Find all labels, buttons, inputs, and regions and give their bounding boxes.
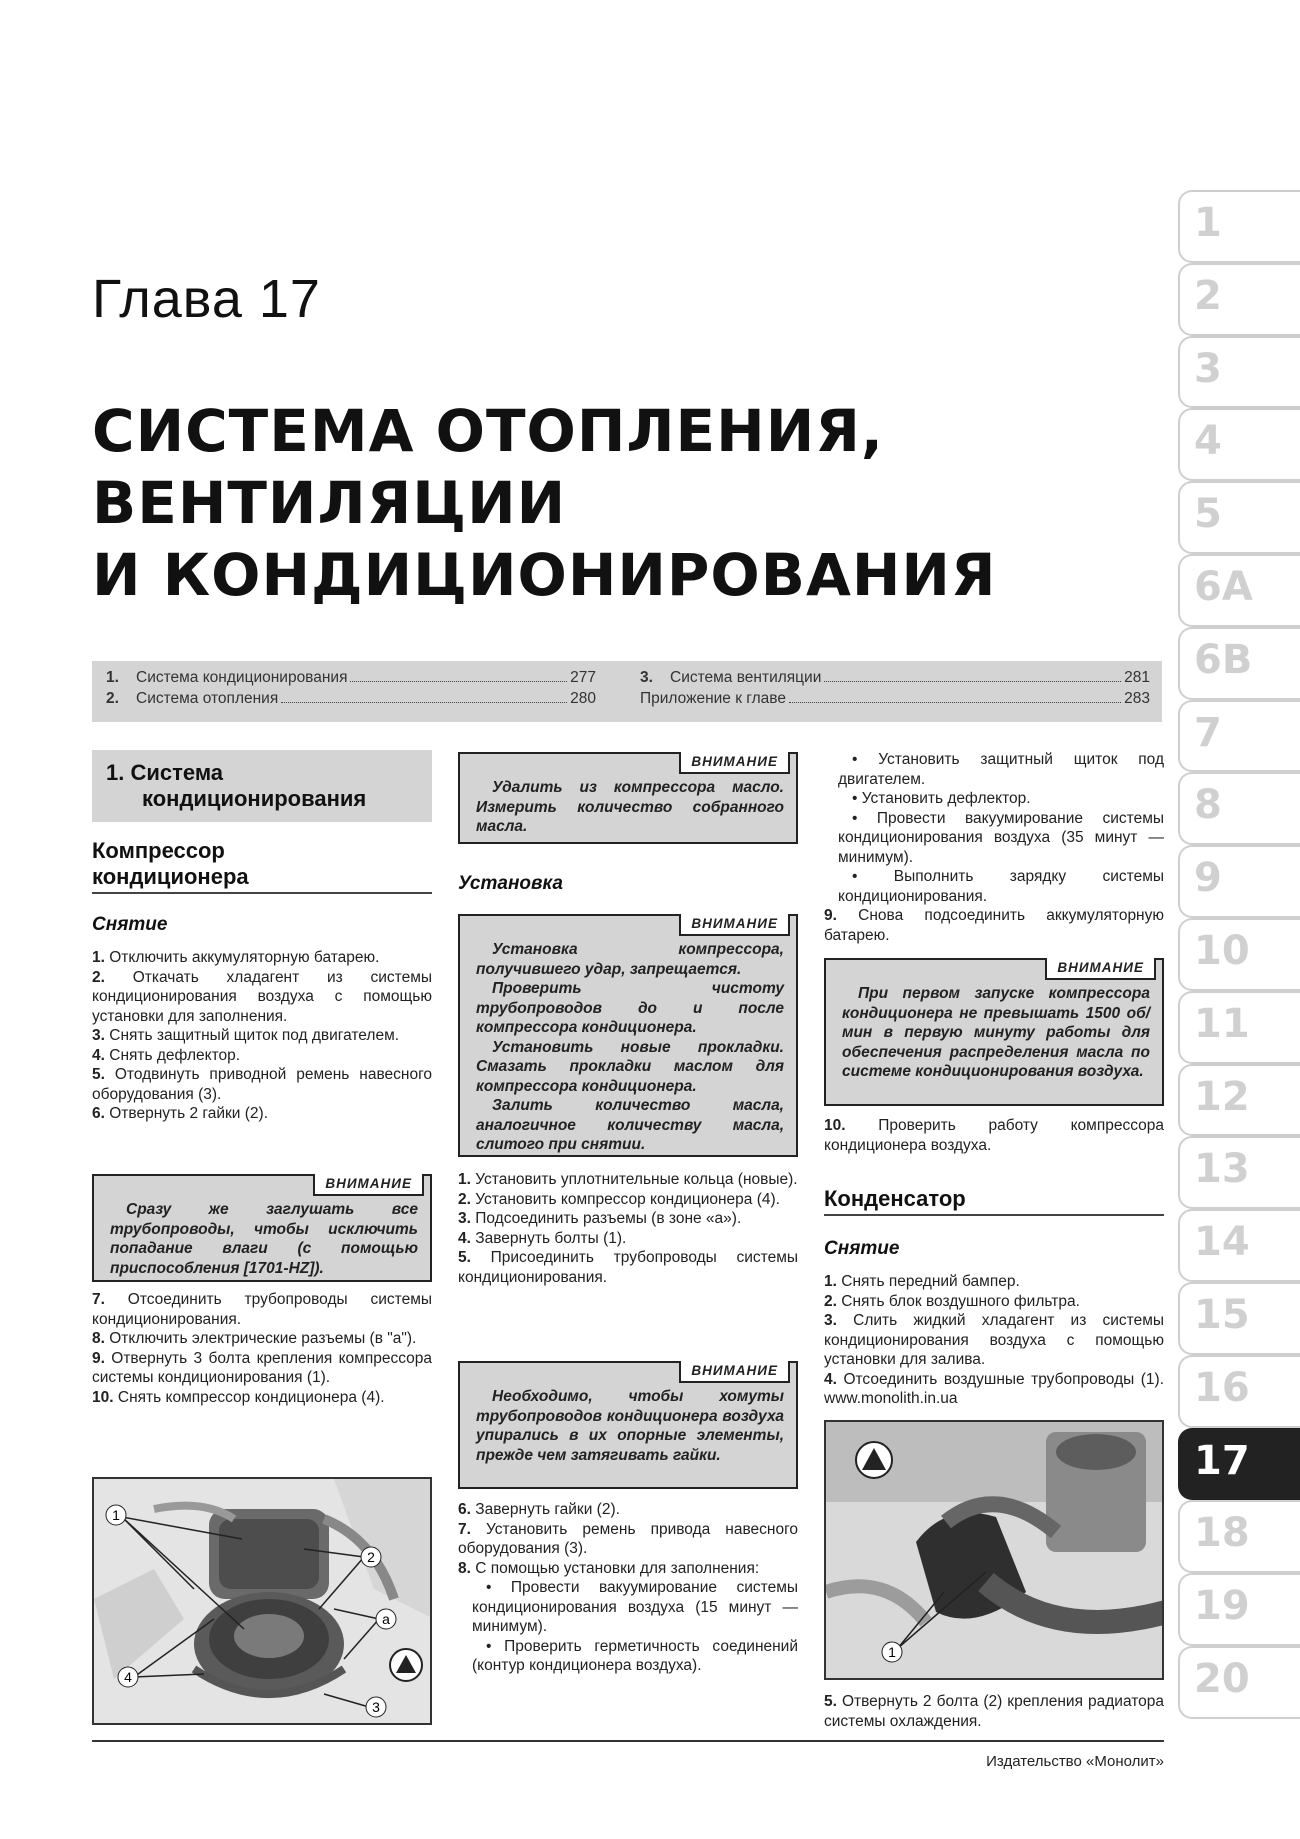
chapter-tab[interactable] <box>1178 263 1300 336</box>
warning-text: Проверить чистоту трубопроводов до и после компрессора кондиционера. <box>476 980 784 1036</box>
compressor-removal-steps-2 <box>92 1290 432 1407</box>
chapter-tab-label: 6В <box>1194 636 1253 683</box>
chapter-tab-label: 19 <box>1194 1583 1250 1630</box>
step-number: 4. <box>92 1046 105 1064</box>
chapter-tab[interactable] <box>1178 190 1300 263</box>
publisher-footer: Издательство «Монолит» <box>986 1753 1164 1770</box>
chapter-tab[interactable] <box>1178 627 1300 700</box>
warning-label: ВНИМАНИЕ <box>679 1361 790 1383</box>
step-number: 2. <box>824 1292 837 1310</box>
step-text: Отвернуть 2 гайки (2). <box>109 1105 269 1122</box>
step-number: 3. <box>92 1027 105 1044</box>
chapter-tab-label: 20 <box>1194 1655 1250 1702</box>
toc-page: 283 <box>1124 690 1150 707</box>
step-item <box>458 1229 798 1249</box>
warning-text: Необходимо, чтобы хомуты трубопроводов кондиционера воздуха упирались в их опорные элементы, прежде чем затягивать гайки. <box>476 1388 784 1464</box>
chapter-tab[interactable] <box>1178 336 1300 409</box>
step-number: 10. <box>824 1117 846 1134</box>
condenser-photo <box>824 1420 1164 1680</box>
condenser-heading: Конденсатор <box>824 1186 1164 1216</box>
step-text: Откачать хладагент из системы кондиционирования воздуха с помощью установки для заполнения. <box>92 968 432 1025</box>
chapter-tab-label: 11 <box>1194 1000 1250 1047</box>
toc-title: Приложение к главе <box>640 690 786 707</box>
chapter-tab-label: 6А <box>1194 563 1253 610</box>
warning-text: При первом запуске компрессора кондиционера не превышать 1500 об/мин в первую минуту работы для обеспечения распределения масла по системе кондиционирования воздуха. <box>842 985 1150 1080</box>
table-of-contents <box>92 661 1162 722</box>
chapter-tab[interactable] <box>1178 408 1300 481</box>
step-text: Установить ремень привода навесного оборудования (3). <box>458 1520 799 1557</box>
chapter-tab[interactable] <box>1178 554 1300 627</box>
chapter-tab[interactable] <box>1178 991 1300 1064</box>
toc-page: 280 <box>570 690 596 707</box>
step-number: 4. <box>458 1229 471 1247</box>
step-item <box>824 1692 1164 1731</box>
step-text: Установить уплотнительные кольца (новые). <box>475 1171 798 1188</box>
compressor-photo <box>92 1477 432 1725</box>
chapter-tab[interactable] <box>1178 1209 1300 1282</box>
step-text: С помощью установки для заполнения: <box>475 1559 760 1577</box>
step-10 <box>824 1116 1164 1155</box>
step-text: Отсоединить трубопроводы системы кондиционирования. <box>92 1291 432 1328</box>
chapter-tab[interactable] <box>1178 1282 1300 1355</box>
step-item <box>92 1046 432 1066</box>
toc-page: 281 <box>1124 669 1150 686</box>
compressor-install-steps <box>458 1170 798 1287</box>
warning-text: Удалить из компрессора масло. Измерить количество собранного масла. <box>476 779 784 835</box>
step-text: Снять блок воздушного фильтра. <box>841 1292 1080 1310</box>
step-number: 2. <box>92 968 105 986</box>
chapter-tab[interactable] <box>1178 1573 1300 1646</box>
warning-box <box>458 914 798 1157</box>
chapter-tab[interactable] <box>1178 1500 1300 1573</box>
install-heading: Установка <box>458 873 563 894</box>
step-number: 9. <box>92 1349 105 1367</box>
step-number: 5. <box>92 1066 105 1083</box>
compressor-illustration <box>94 1479 432 1725</box>
step-text: Отвернуть 2 болта (2) крепления радиатора системы охлаждения. <box>824 1693 1165 1730</box>
warning-text: Установка компрессора, получившего удар, запрещается. <box>476 941 784 978</box>
toc-leader <box>350 681 567 682</box>
toc-num: 3. <box>640 669 653 686</box>
chapter-tab-label: 8 <box>1194 782 1222 829</box>
bullet-item: • Проверить герметичность соединений (контур кондиционера воздуха). <box>472 1637 798 1674</box>
step-item <box>92 1026 432 1046</box>
condenser-step-5 <box>824 1692 1164 1731</box>
step-item <box>458 1500 798 1520</box>
bullet-item: • Установить защитный щиток под двигателем. <box>838 751 1164 788</box>
step-number: 2. <box>458 1190 471 1208</box>
step-item <box>92 1329 432 1349</box>
step-item <box>92 1065 432 1104</box>
step-text: Отсоединить воздушные трубопроводы (1). www.monolith.in.ua <box>824 1370 1164 1407</box>
compressor-install-steps-2 <box>458 1500 798 1676</box>
compressor-heading <box>92 838 432 894</box>
chapter-tab-label: 1 <box>1194 200 1222 246</box>
toc-page: 277 <box>570 669 596 686</box>
step-item <box>458 1520 798 1559</box>
chapter-tab-label: 14 <box>1194 1219 1250 1266</box>
step-number: 8. <box>458 1559 471 1577</box>
step-number: 7. <box>92 1291 105 1308</box>
step-text: Завернуть гайки (2). <box>475 1501 620 1518</box>
step-number: 8. <box>92 1330 105 1347</box>
chapter-tab-label: 2 <box>1194 272 1222 319</box>
step-number: 1. <box>458 1171 471 1188</box>
chapter-tab[interactable] <box>1178 1064 1300 1137</box>
step-text: Отвернуть 3 болта крепления компрессора системы кондиционирования (1). <box>92 1349 432 1386</box>
toc-entry[interactable] <box>106 690 596 711</box>
chapter-tab-label: 7 <box>1194 709 1222 756</box>
chapter-tabs <box>1178 190 1300 1719</box>
step-text: Отключить аккумуляторную батарею. <box>109 949 380 966</box>
heading-line: Компрессор <box>92 838 225 863</box>
section-heading-line: кондиционирования <box>142 786 367 811</box>
chapter-tab-label: 5 <box>1194 491 1222 538</box>
step-number: 9. <box>824 907 837 924</box>
step-number: 7. <box>458 1520 471 1538</box>
step-item <box>92 968 432 1027</box>
step-text: Слить жидкий хладагент из системы кондиционирования воздуха с помощью установки для залива. <box>824 1312 1165 1368</box>
step-number: 5. <box>824 1693 837 1710</box>
removal-heading: Снятие <box>824 1238 900 1259</box>
step-item <box>92 1290 432 1329</box>
chapter-tab[interactable] <box>1178 1646 1300 1719</box>
step-number: 3. <box>458 1210 471 1227</box>
chapter-tab-label: 18 <box>1194 1510 1250 1557</box>
warning-text: Установить новые прокладки. Смазать прокладки маслом для компрессора кондиционера. <box>476 1038 784 1095</box>
chapter-title-line: СИСТЕМА ОТОПЛЕНИЯ, <box>92 397 884 465</box>
step-number: 1. <box>824 1273 837 1290</box>
step-item <box>92 1388 432 1408</box>
step-number: 1. <box>92 949 105 966</box>
step-number: 6. <box>458 1501 471 1518</box>
callout-label: а <box>382 1611 390 1627</box>
chapter-tab[interactable] <box>1178 481 1300 554</box>
section-heading-line: 1. Система <box>106 760 224 785</box>
step-number: 6. <box>92 1105 105 1122</box>
chapter-title-line: ВЕНТИЛЯЦИИ <box>92 469 567 537</box>
chapter-tab[interactable] <box>1178 1136 1300 1209</box>
step-item <box>458 1559 798 1579</box>
step-text: Завернуть болты (1). <box>475 1229 627 1247</box>
step-item <box>92 1104 432 1124</box>
step-text: Снять передний бампер. <box>841 1273 1020 1290</box>
warning-label: ВНИМАНИЕ <box>679 752 790 774</box>
warning-label: ВНИМАНИЕ <box>313 1174 424 1196</box>
step-item <box>458 1248 798 1287</box>
toc-title: Система отопления <box>136 690 279 707</box>
toc-entry[interactable] <box>640 690 1150 711</box>
toc-title: Система вентиляции <box>670 669 822 686</box>
step-item <box>824 1116 1164 1155</box>
install-continued-steps <box>824 750 1164 945</box>
bullet-item: • Провести вакуумирование системы кондиционирования воздуха (15 минут — минимум). <box>472 1579 798 1635</box>
step-text: Присоединить трубопроводы системы кондиционирования. <box>458 1249 798 1286</box>
chapter-tab[interactable] <box>1178 1355 1300 1428</box>
step-item <box>92 948 432 968</box>
toc-title: Система кондиционирования <box>136 669 348 686</box>
step-text: Отключить электрические разъемы (в "а"). <box>109 1330 417 1347</box>
step-item <box>458 1190 798 1210</box>
warning-text: Залить количество масла, аналогичное количеству масла, слитого при снятии. <box>476 1097 784 1153</box>
toc-num: 1. <box>106 669 119 686</box>
compressor-removal-steps <box>92 948 432 1124</box>
chapter-tab[interactable] <box>1178 700 1300 773</box>
step-number: 4. <box>824 1370 837 1388</box>
footer-divider <box>92 1740 1164 1742</box>
step-text: Снять дефлектор. <box>109 1046 241 1064</box>
step-number: 3. <box>824 1312 837 1329</box>
removal-heading: Снятие <box>92 914 168 935</box>
chapter-tab-label: 4 <box>1194 418 1222 465</box>
chapter-label: Глава 17 <box>92 269 321 329</box>
chapter-tab-label: 9 <box>1194 855 1222 902</box>
chapter-tab[interactable] <box>1178 772 1300 845</box>
step-text: Снова подсоединить аккумуляторную батарею. <box>824 907 1164 944</box>
step-number: 5. <box>458 1249 471 1266</box>
step-text: Подсоединить разъемы (в зоне «а»). <box>475 1210 742 1227</box>
warning-box <box>92 1174 432 1282</box>
chapter-tab-label: 3 <box>1194 345 1222 392</box>
bullet-item: • Выполнить зарядку системы кондиционирования. <box>838 868 1164 905</box>
chapter-tab-label: 17 <box>1194 1437 1250 1484</box>
chapter-tab-label: 13 <box>1194 1146 1250 1193</box>
callout-label: 2 <box>367 1549 375 1565</box>
step-item <box>824 1311 1164 1370</box>
toc-leader <box>281 702 567 703</box>
warning-label: ВНИМАНИЕ <box>1045 958 1156 980</box>
step-text: Снять компрессор кондиционера (4). <box>117 1388 385 1406</box>
chapter-title <box>92 395 1052 611</box>
chapter-title-line: И КОНДИЦИОНИРОВАНИЯ <box>92 541 997 609</box>
step-item <box>458 1170 798 1190</box>
warning-box <box>824 958 1164 1106</box>
toc-leader <box>789 702 1121 703</box>
chapter-tab[interactable] <box>1178 845 1300 918</box>
chapter-tab[interactable] <box>1178 918 1300 991</box>
chapter-tab-label: 15 <box>1194 1291 1250 1338</box>
step-item <box>824 1292 1164 1312</box>
toc-entry[interactable] <box>640 669 1150 690</box>
warning-text: Сразу же заглушать все трубопроводы, чтобы исключить попадание влаги (с помощью приспособления [1701-HZ]). <box>110 1201 418 1277</box>
chapter-tab-label: 10 <box>1194 927 1250 974</box>
section-heading-box <box>92 750 432 822</box>
condenser-illustration <box>826 1422 1164 1680</box>
step-number: 10. <box>92 1388 114 1406</box>
condenser-removal-steps <box>824 1272 1164 1409</box>
toc-entry[interactable] <box>106 669 596 690</box>
step-text: Проверить работу компрессора кондиционера воздуха. <box>824 1117 1164 1154</box>
callout-label: 4 <box>124 1669 132 1685</box>
toc-num: 2. <box>106 690 119 707</box>
bullet-item: • Установить дефлектор. <box>852 790 1031 807</box>
warning-label: ВНИМАНИЕ <box>679 914 790 936</box>
toc-leader <box>824 681 1121 682</box>
callout-label: 1 <box>888 1644 896 1660</box>
step-text: Снять защитный щиток под двигателем. <box>109 1027 400 1044</box>
step-text: Установить компрессор кондиционера (4). <box>475 1190 780 1208</box>
callout-label: 3 <box>372 1699 380 1715</box>
chapter-tab-label: 16 <box>1194 1364 1250 1411</box>
step-item <box>824 1272 1164 1292</box>
step-item <box>824 906 1164 945</box>
step-item <box>458 1209 798 1229</box>
warning-box <box>458 1361 798 1489</box>
step-item <box>92 1349 432 1388</box>
bullet-item: • Провести вакуумирование системы кондиционирования воздуха (35 минут — минимум). <box>838 809 1164 866</box>
warning-box <box>458 752 798 844</box>
chapter-tab[interactable] <box>1178 1428 1300 1501</box>
callout-label: 1 <box>112 1507 120 1523</box>
chapter-tab-label: 12 <box>1194 1073 1250 1120</box>
step-text: Отодвинуть приводной ремень навесного оборудования (3). <box>92 1066 432 1103</box>
step-item <box>824 1370 1164 1409</box>
heading-line: кондиционера <box>92 864 249 889</box>
